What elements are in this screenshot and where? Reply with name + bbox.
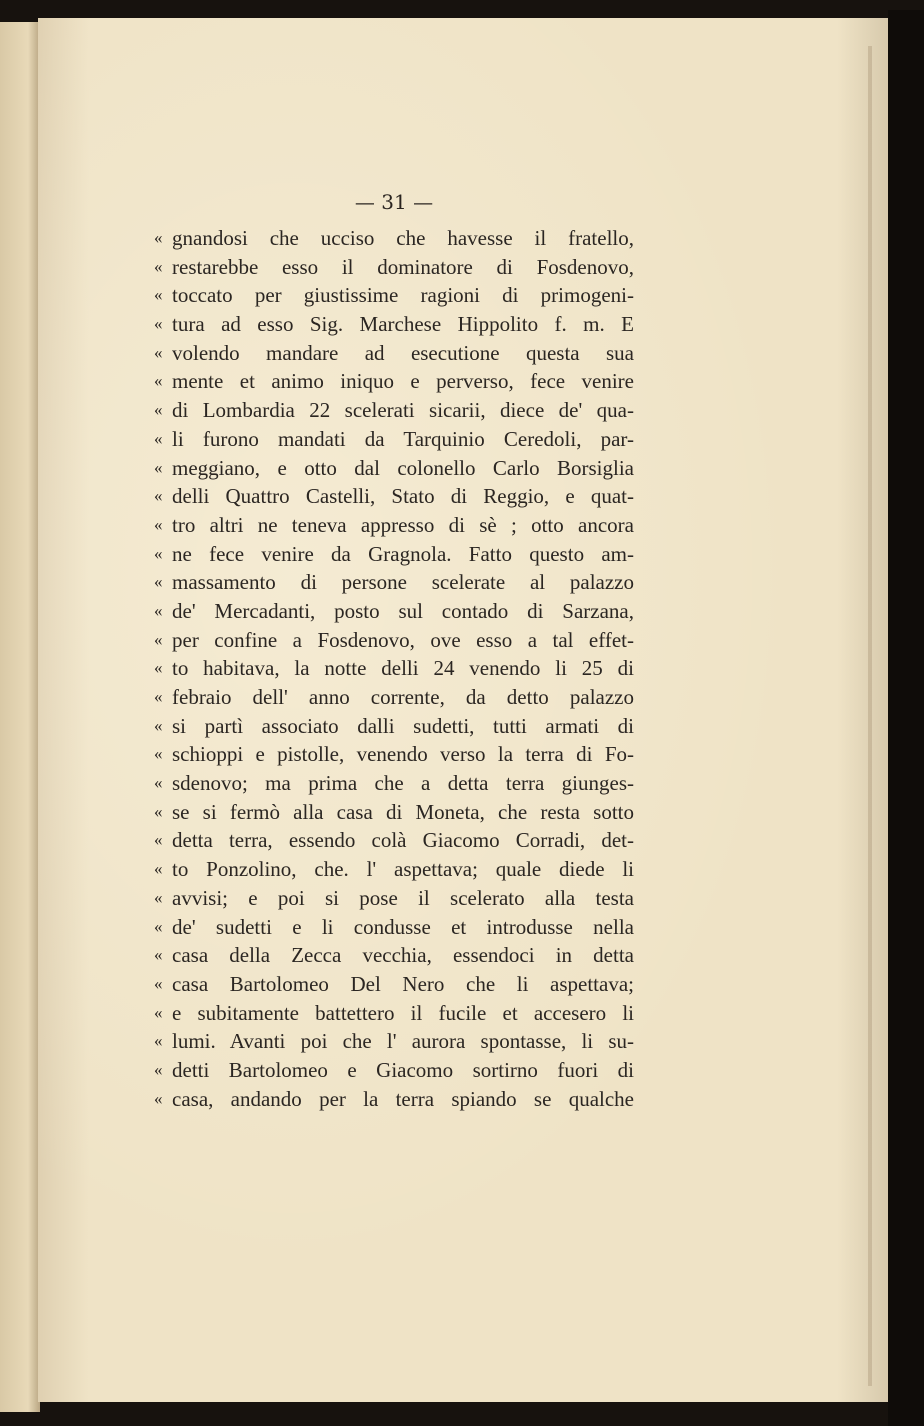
quote-mark: « (154, 1002, 163, 1022)
text-line (154, 884, 634, 913)
line-text: delli Quattro Castelli, Stato di Reggio, e quat- (172, 484, 634, 509)
quote-mark: « (154, 715, 163, 735)
text-line (154, 367, 634, 396)
quote-mark: « (154, 859, 163, 879)
quote-mark: « (154, 371, 163, 391)
quote-mark: « (154, 457, 163, 477)
quote-mark: « (154, 600, 163, 620)
text-line (154, 970, 634, 999)
text-line (154, 855, 634, 884)
line-text: si partì associato dalli sudetti, tutti armati di (172, 713, 634, 738)
quote-mark: « (154, 543, 163, 563)
page-number: — 31 — (354, 190, 434, 214)
text-line (154, 540, 634, 569)
quote-mark: « (154, 400, 163, 420)
line-text: schioppi e pistolle, venendo verso la terra di Fo- (172, 742, 634, 767)
text-line (154, 281, 634, 310)
text-line (154, 654, 634, 683)
quote-mark: « (154, 256, 163, 276)
text-line (154, 1027, 634, 1056)
quote-mark: « (154, 228, 163, 247)
line-text: e subitamente battettero il fucile et accesero li (172, 1000, 634, 1025)
text-line (154, 396, 634, 425)
line-text: ne fece venire da Gragnola. Fatto questo am- (172, 541, 634, 566)
text-line (154, 482, 634, 511)
text-line (154, 253, 634, 282)
quote-mark: « (154, 830, 163, 850)
quote-mark: « (154, 916, 163, 936)
line-text: tura ad esso Sig. Marchese Hippolito f. m. E (172, 312, 634, 337)
line-text: tro altri ne teneva appresso di sè ; otto ancora (172, 512, 634, 537)
line-text: avvisi; e poi si pose il scelerato alla testa (172, 885, 634, 910)
line-text: per confine a Fosdenovo, ove esso a tal effet- (172, 627, 634, 652)
body-text (154, 224, 634, 1113)
line-text: massamento di persone scelerate al palazzo (172, 570, 634, 595)
quote-mark: « (154, 428, 163, 448)
text-line (154, 1056, 634, 1085)
line-text: detta terra, essendo colà Giacomo Corradi, det- (172, 828, 634, 853)
line-text: toccato per giustissime ragioni di primogeni- (172, 283, 634, 308)
line-text: di Lombardia 22 scelerati sicarii, diece de' qua- (172, 398, 634, 423)
line-text: de' Mercadanti, posto sul contado di Sarzana, (172, 598, 634, 623)
line-text: restarebbe esso il dominatore di Fosdenovo, (172, 254, 634, 279)
text-line (154, 683, 634, 712)
line-text: li furono mandati da Tarquinio Ceredoli, par- (172, 426, 634, 451)
text-line (154, 826, 634, 855)
quote-mark: « (154, 486, 163, 506)
line-text: casa Bartolomeo Del Nero che li aspettava; (172, 971, 634, 996)
quote-mark: « (154, 1088, 163, 1108)
line-text: volendo mandare ad esecutione questa sua (172, 340, 634, 365)
line-text: to habitava, la notte delli 24 venendo li 25 di (172, 656, 634, 681)
text-line (154, 224, 634, 253)
left-page-edge (0, 22, 40, 1412)
quote-mark: « (154, 285, 163, 305)
text-line (154, 454, 634, 483)
line-text: mente et animo iniquo e perverso, fece venire (172, 369, 634, 394)
line-text: de' sudetti e li condusse et introdusse nella (172, 914, 634, 939)
quote-mark: « (154, 1031, 163, 1051)
line-text: lumi. Avanti poi che l' aurora spontasse, li su- (172, 1029, 634, 1054)
line-text: casa della Zecca vecchia, essendoci in detta (172, 943, 634, 968)
line-text: febraio dell' anno corrente, da detto palazzo (172, 685, 634, 709)
line-text: to Ponzolino, che. l' aspettava; quale diede li (172, 857, 634, 882)
text-line (154, 712, 634, 741)
text-line (154, 597, 634, 626)
quote-mark: « (154, 658, 163, 678)
quote-mark: « (154, 342, 163, 362)
quote-mark: « (154, 773, 163, 793)
line-text: sdenovo; ma prima che a detta terra giunges- (172, 771, 634, 796)
quote-mark: « (154, 514, 163, 534)
text-line (154, 511, 634, 540)
quote-mark: « (154, 687, 163, 706)
quote-mark: « (154, 314, 163, 334)
quote-mark: « (154, 801, 163, 821)
text-line (154, 999, 634, 1028)
book-page (38, 18, 888, 1402)
text-line (154, 568, 634, 597)
quote-mark: « (154, 1059, 163, 1079)
text-line (154, 339, 634, 368)
background-margin (888, 10, 924, 1426)
quote-mark: « (154, 887, 163, 907)
line-text: detti Bartolomeo e Giacomo sortirno fuori di (172, 1057, 634, 1082)
quote-mark: « (154, 973, 163, 993)
text-line (154, 740, 634, 769)
text-line (154, 1085, 634, 1114)
quote-mark: « (154, 629, 163, 649)
text-line (154, 769, 634, 798)
line-text: se si fermò alla casa di Moneta, che resta sotto (172, 799, 634, 824)
quote-mark: « (154, 572, 163, 592)
line-text: casa, andando per la terra spiando se qualche (172, 1086, 634, 1111)
text-line (154, 310, 634, 339)
text-line (154, 941, 634, 970)
line-text: meggiano, e otto dal colonello Carlo Borsiglia (172, 455, 634, 480)
text-line (154, 425, 634, 454)
text-line (154, 626, 634, 655)
text-line (154, 913, 634, 942)
line-text: gnandosi che ucciso che havesse il fratello, (172, 226, 634, 250)
text-line (154, 798, 634, 827)
page-fold-edge (868, 46, 872, 1386)
quote-mark: « (154, 945, 163, 965)
quote-mark: « (154, 744, 163, 764)
